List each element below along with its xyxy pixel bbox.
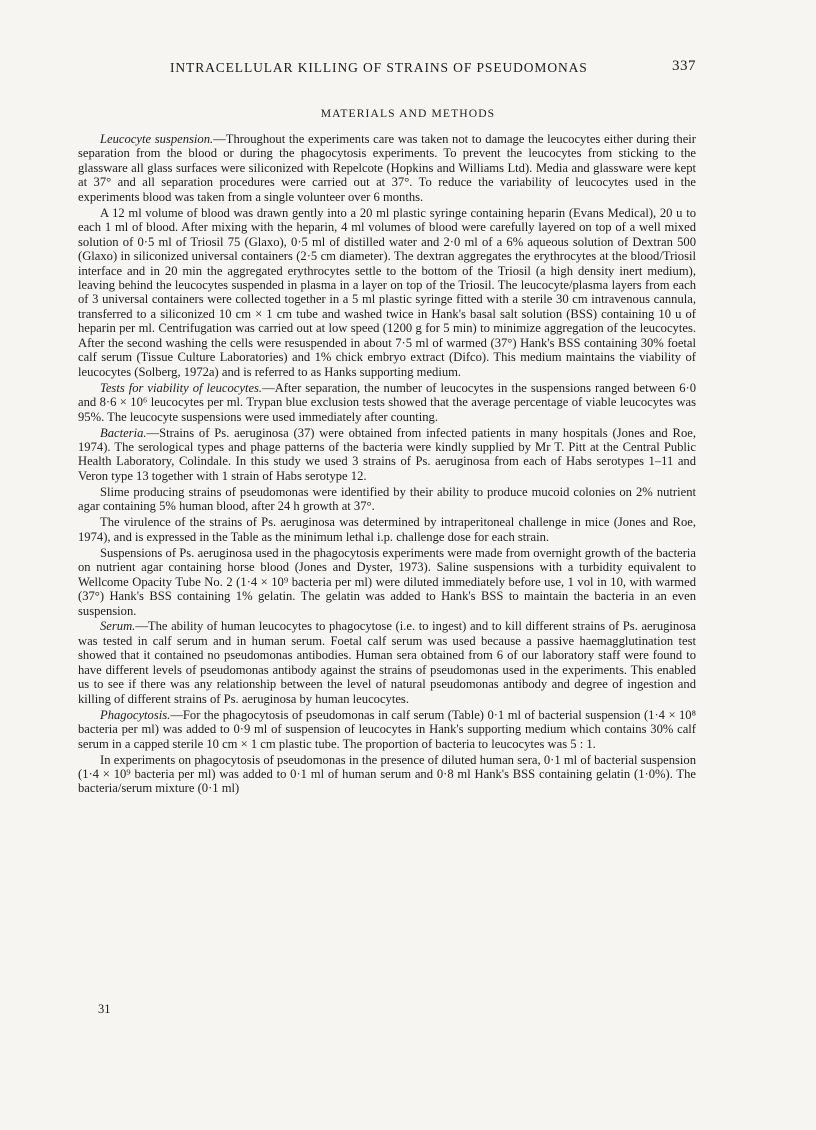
- run-in-heading: Tests for viability of leucocytes.: [100, 380, 263, 395]
- paragraph-virulence: [78, 515, 696, 544]
- paragraph-phagocytosis: [78, 708, 696, 751]
- paragraph-leucocyte-suspension: [78, 132, 696, 204]
- paragraph-text: Slime producing strains of pseudomonas were identified by their ability to produce mucoid colonies on 2% nutrient agar containing 5% human blood, after 24 h growth at 37°.: [78, 484, 696, 514]
- paragraph-suspensions: [78, 546, 696, 618]
- running-header: [78, 60, 696, 80]
- run-in-heading: Phagocytosis.: [100, 707, 171, 722]
- body-text: [78, 132, 696, 797]
- paragraph-text: In experiments on phagocytosis of pseudomonas in the presence of diluted human sera, 0·1 ml of bacterial suspension (1·4 × 10⁹ bacteria per ml) was added to 0·1 ml of human serum and 0·8 ml Hank's BSS containing gelatin (1·0%). The bacteria/serum mixture (0·1 ml): [78, 752, 696, 796]
- run-in-heading: Serum.: [100, 619, 136, 634]
- paragraph-text: —For the phagocytosis of pseudomonas in calf serum (Table) 0·1 ml of bacterial suspension (1·4 × 10⁸ bacteria per ml) was added to 0·9 ml of suspension of leucocytes in Hank's supporting medium which contains 30% calf serum in a capped sterile 10 cm × 1 cm plastic tube. The proportion of bacteria to leucocytes was 5 : 1.: [78, 707, 696, 751]
- run-in-heading: Leucocyte suspension.: [100, 132, 214, 146]
- paragraph-text: —Strains of Ps. aeruginosa (37) were obtained from infected patients in many hospitals (Jones and Roe, 1974). The serological types and phage patterns of the bacteria were kindly supplied by Mr T. Pitt at the Central Public Health Laboratory, Colindale. In this study we used 3 strains of Ps. aeruginosa from each of Habs serotypes 1–11 and Veron type 13 together with 1 strain of Habs serotype 12.: [78, 425, 696, 483]
- paragraph-text: The virulence of the strains of Ps. aeruginosa was determined by intraperitoneal challenge in mice (Jones and Roe, 1974), and is expressed in the Table as the minimum lethal i.p. challenge dose for each strain.: [78, 515, 696, 544]
- signature-number: 31: [98, 1002, 111, 1016]
- paragraph-bacteria: [78, 426, 696, 484]
- section-heading: MATERIALS AND METHODS: [320, 107, 496, 120]
- paragraph-text: —After separation, the number of leucocytes in the suspensions ranged between 6·0 and 8·6 × 10⁶ leucocytes per ml. Trypan blue exclusion tests showed that the average percentage of viable leucocytes was 95%. The leucocyte suspensions were used immediately after counting.: [78, 380, 697, 424]
- paragraph-slime-strains: [78, 485, 696, 514]
- paragraph-human-sera: [78, 753, 696, 796]
- run-in-heading: Bacteria.: [100, 425, 147, 440]
- paragraph-viability-tests: [78, 381, 696, 424]
- paragraph-text: Suspensions of Ps. aeruginosa used in the phagocytosis experiments were made from overnight growth of the bacteria on nutrient agar containing horse blood (Jones and Dyster, 1973). Saline suspensions with a turbidity equivalent to Wellcome Opacity Tube No. 2 (1·4 × 10⁹ bacteria per ml) were diluted immediately before use, 1 vol in 10, with warmed (37°) Hank's BSS containing 1% gelatin. The gelatin was added to Hank's BSS to maintain the bacteria in an even suspension.: [78, 545, 696, 618]
- running-title: INTRACELLULAR KILLING OF STRAINS OF PSEUDOMONAS: [170, 60, 588, 75]
- paragraph-text: —The ability of human leucocytes to phagocytose (i.e. to ingest) and to kill different strains of Ps. aeruginosa was tested in calf serum and in human serum. Foetal calf serum was used because a passive haemagglutination test showed that it contained no pseudomonas antibodies. Human sera obtained from 6 of our laboratory staff were found to have different levels of pseudomonas antibody against the strains of pseudomonas used in the experiments. This enabled us to see if there was any relationship between the level of natural pseudomonas antibody and degree of ingestion and killing of different strains of Ps. aeruginosa by human leucocytes.: [78, 619, 696, 706]
- paragraph-text: —Throughout the experiments care was taken not to damage the leucocytes either during their separation from the blood or during the phagocytosis experiments. To prevent the leucocytes from sticking to the glassware all glass surfaces were siliconized with Repelcote (Hopkins and Williams Ltd). Media and glassware were kept at 37° and all separation procedures were carried out at 37°. To reduce the variability of leucocytes used in the experiments blood was taken from a single volunteer over 6 months.: [78, 132, 696, 204]
- paragraph-serum: [78, 619, 696, 706]
- paragraph-blood-separation: [78, 206, 696, 379]
- page-number: 337: [672, 58, 696, 74]
- paragraph-text: A 12 ml volume of blood was drawn gently into a 20 ml plastic syringe containing heparin (Evans Medical), 20 u to each 1 ml of blood. After mixing with the heparin, 4 ml volumes of blood were carefully layered on top of a well mixed solution of 0·5 ml of Triosil 75 (Glaxo), 0·5 ml of distilled water and 2·0 ml of a 6% aqueous solution of Dextran 500 (Glaxo) in siliconized universal containers (2·5 cm diameter). The dextran aggregates the erythrocytes at the blood/Triosil interface and in 20 min the aggregated erythrocytes settle to the bottom of the Triosil (a high density inert medium), leaving behind the leucocytes suspended in plasma in a layer on top of the Triosil. The leucocyte/plasma layers from each of 3 universal containers were collected together in a 5 ml plastic syringe fitted with a sterile 30 cm intravenous cannula, transferred to a siliconized 10 cm × 1 cm tube and washed twice in Hank's basal salt solution (BSS) containing 10 u of heparin per ml. Centrifugation was carried out at low speed (1200 g for 5 min) to minimize aggregation of the leucocytes. After the second washing the cells were resuspended in about 7·5 ml of warmed (37°) Hank's BSS containing 30% foetal calf serum (Tissue Culture Laboratories) and 1% chick embryo extract (Difco). This medium maintains the viability of leucocytes (Solberg, 1972a) and is referred to as Hanks supporting medium.: [78, 205, 696, 379]
